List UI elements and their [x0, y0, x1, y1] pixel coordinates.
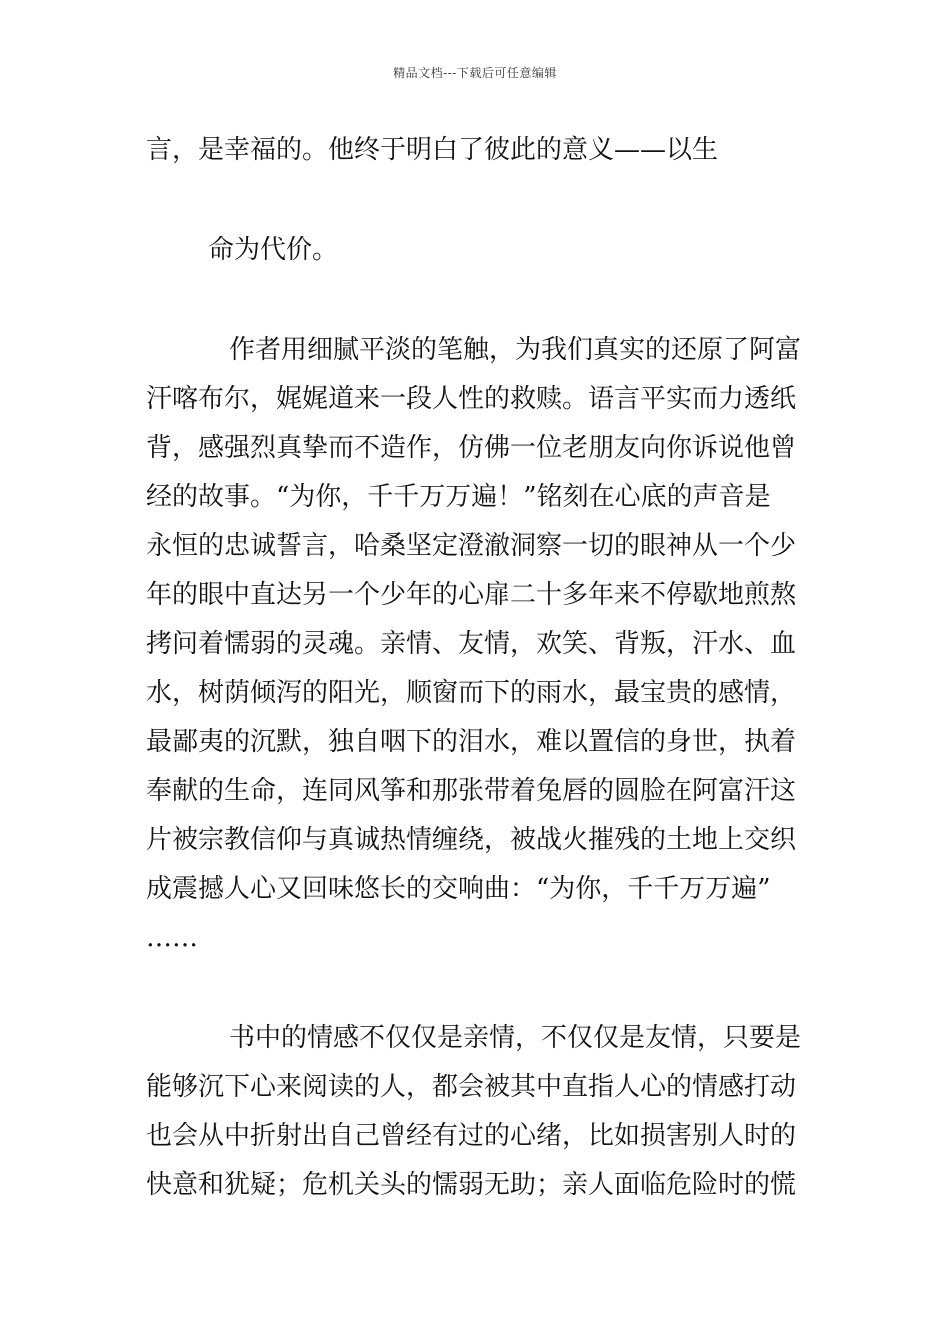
page-header: 精品文档---下载后可任意编辑 [393, 66, 557, 80]
text-line: 年的眼中直达另一个少年的心扉二十多年来不停歇地煎熬 [146, 580, 797, 610]
text-line: 也会从中折射出自己曾经有过的心绪，比如损害别人时的 [146, 1121, 797, 1151]
text-line: 背，感强烈真挚而不造作，仿佛一位老朋友向你诉说他曾 [146, 433, 797, 463]
text-line: …… [146, 923, 198, 953]
text-line: 水，树荫倾泻的阳光，顺窗而下的雨水，最宝贵的感情， [146, 678, 797, 708]
text-line: 拷问着懦弱的灵魂。亲情、友情，欢笑、背叛，汗水、血 [146, 629, 797, 659]
text-line: 奉献的生命，连同风筝和那张带着兔唇的圆脸在阿富汗这 [146, 776, 797, 806]
text-line: 作者用细腻平淡的笔触，为我们真实的还原了阿富 [229, 335, 802, 365]
text-line: 书中的情感不仅仅是亲情，不仅仅是友情，只要是 [229, 1023, 802, 1053]
text-line: 快意和犹疑；危机关头的懦弱无助；亲人面临危险时的慌 [146, 1170, 797, 1200]
text-line: 汗喀布尔，娓娓道来一段人性的救赎。语言平实而力透纸 [146, 384, 797, 414]
text-line: 能够沉下心来阅读的人，都会被其中直指人心的情感打动 [146, 1072, 797, 1102]
text-line: 命为代价。 [208, 235, 339, 265]
text-line: 永恒的忠诚誓言，哈桑坚定澄澈洞察一切的眼神从一个少 [146, 531, 797, 561]
text-line: 言，是幸福的。他终于明白了彼此的意义——以生 [146, 135, 719, 165]
text-line: 片被宗教信仰与真诚热情缠绕，被战火摧残的土地上交织 [146, 825, 797, 855]
text-line: 经的故事。“为你，千千万万遍！”铭刻在心底的声音是 [146, 482, 771, 512]
text-line: 最鄙夷的沉默，独自咽下的泪水，难以置信的身世，执着 [146, 727, 797, 757]
text-line: 成震撼人心又回味悠长的交响曲：“为你，千千万万遍” [146, 874, 771, 904]
